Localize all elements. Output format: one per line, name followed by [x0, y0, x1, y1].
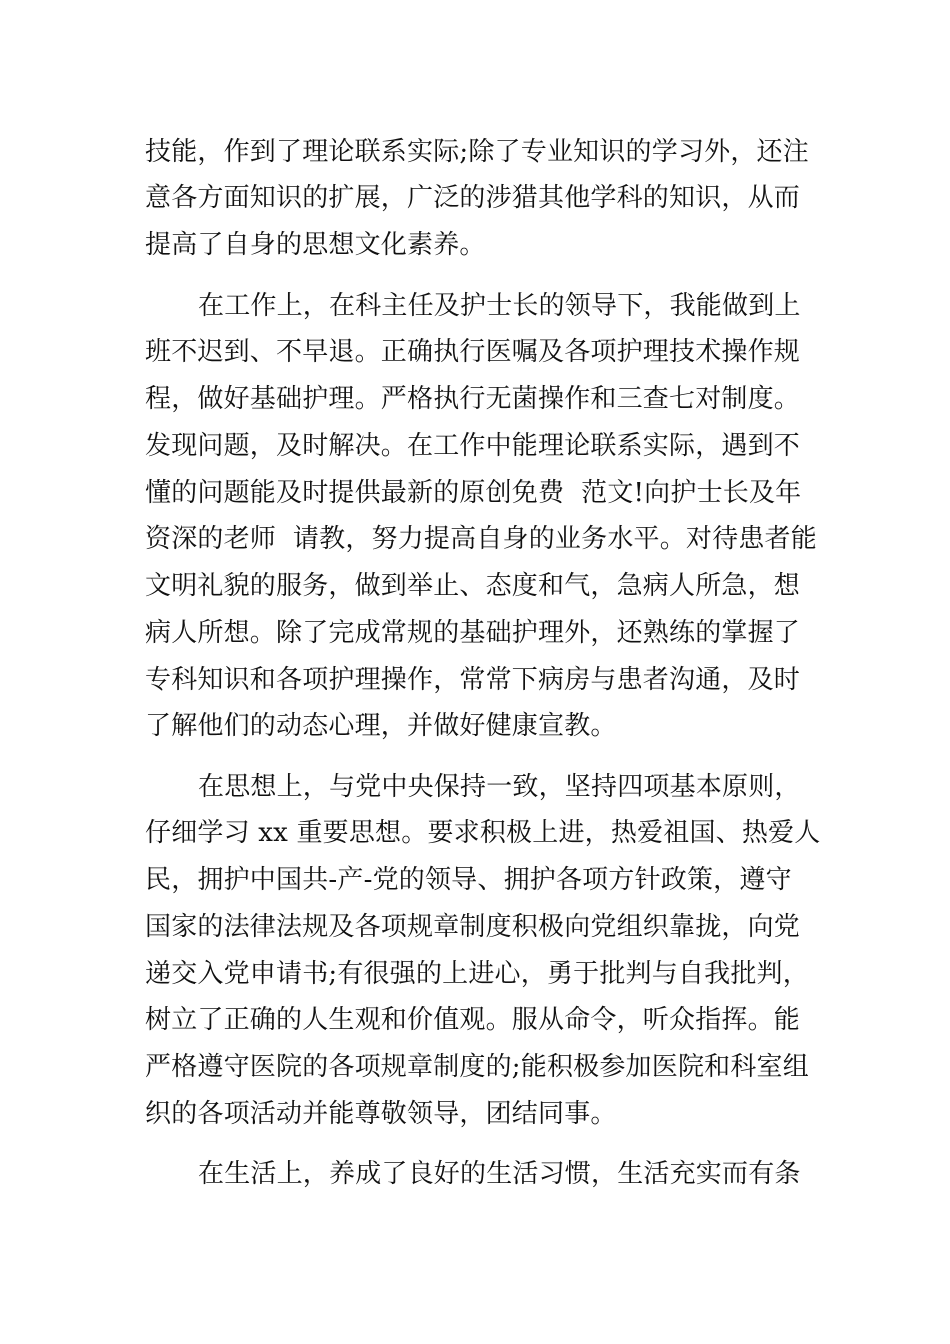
text-line: 意各方面知识的扩展，广泛的涉猎其他学科的知识，从而 — [145, 183, 801, 213]
text-line: 技能，作到了理论联系实际;除了专业知识的学习外，还注 — [145, 137, 809, 167]
text-line: 民，拥护中国共-产-党的领导、拥护各项方针政策，遵守 — [145, 865, 792, 895]
text-line: 国家的法律法规及各项规章制度积极向党组织靠拢，向党 — [145, 912, 801, 942]
text-line: 仔细学习 xx 重要思想。要求积极上进，热爱祖国、热爱人 — [145, 818, 821, 848]
text-line: 了解他们的动态心理，并做好健康宣教。 — [145, 711, 617, 741]
text-line: 懂的问题能及时提供最新的原创免费 范文!向护士长及年 — [145, 478, 802, 508]
text-line: 病人所想。除了完成常规的基础护理外，还熟练的掌握了 — [145, 618, 801, 648]
text-line: 递交入党申请书;有很强的上进心，勇于批判与自我批判， — [145, 959, 809, 989]
text-line: 织的各项活动并能尊敬领导，团结同事。 — [145, 1099, 617, 1129]
paragraph-first-line: 在生活上，养成了良好的生活习惯，生活充实而有条 — [198, 1159, 801, 1189]
text-line: 班不迟到、不早退。正确执行医嘱及各项护理技术操作规 — [145, 337, 801, 367]
text-line: 发现问题，及时解决。在工作中能理论联系实际，遇到不 — [145, 431, 801, 461]
paragraph-first-line: 在工作上，在科主任及护士长的领导下，我能做到上 — [198, 291, 801, 321]
text-line: 专科知识和各项护理操作，常常下病房与患者沟通，及时 — [145, 665, 801, 695]
text-line: 提高了自身的思想文化素养。 — [145, 230, 486, 260]
text-line: 文明礼貌的服务，做到举止、态度和气，急病人所急，想 — [145, 571, 801, 601]
text-line: 严格遵守医院的各项规章制度的;能积极参加医院和科室组 — [145, 1052, 809, 1082]
text-line: 程，做好基础护理。严格执行无菌操作和三查七对制度。 — [145, 384, 801, 414]
text-line: 资深的老师 请教，努力提高自身的业务水平。对待患者能 — [145, 524, 817, 554]
text-line: 树立了正确的人生观和价值观。服从命令，听众指挥。能 — [145, 1005, 801, 1035]
paragraph-first-line: 在思想上，与党中央保持一致，坚持四项基本原则， — [198, 772, 801, 802]
